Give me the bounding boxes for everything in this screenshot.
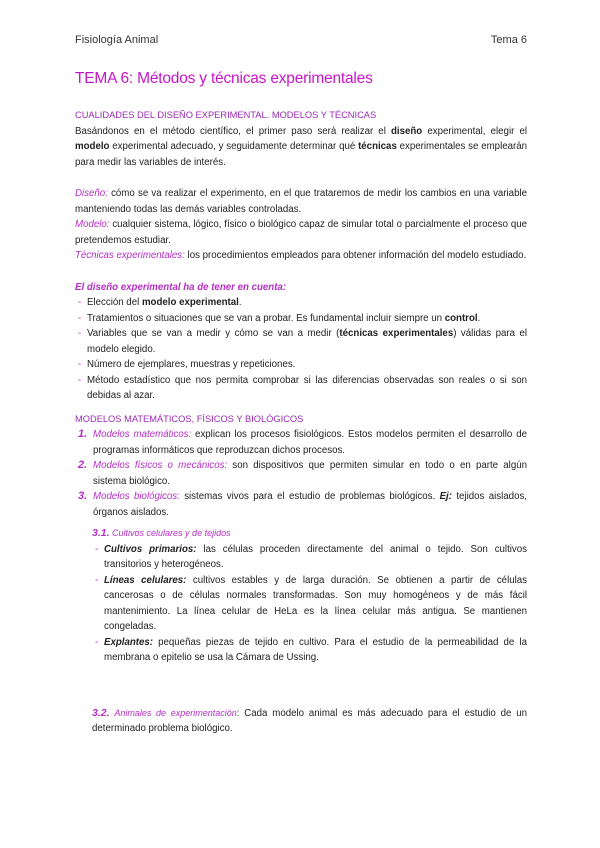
section-heading-design: CUALIDADES DEL DISEÑO EXPERIMENTAL. MODELOS Y TÉCNICAS [75, 110, 377, 120]
subsection-cell-cultures [92, 526, 527, 666]
list-item: - Líneas celulares: cultivos estables y de larga duración. Se obtienen a partir de células cancerosas o de células normales transformadas. Son muy homogéneos y de más fácil mantenimiento. La línea celular de HeLa es la línea celular más antigua. Se mantienen congeladas. [95, 574, 527, 632]
list-item: - Tratamientos o situaciones que se van a probar. Es fundamental incluir siempre un control. [78, 312, 481, 324]
list-item: 3. Modelos biológicos: sistemas vivos para el estudio de problemas biológicos. Ej: tejidos aislados, órganos aislados. [78, 490, 527, 518]
list-item: 1. Modelos matemáticos: explican los procesos fisiológicos. Estos modelos permiten el desarrollo de programas informáticos que reproduzcan dichos procesos. [78, 428, 527, 456]
definition-model: Modelo: cualquier sistema, lógico, físico o biológico capaz de simular total o parcialmente el proceso que pretendemos estudiar. [75, 219, 527, 246]
definition-design: Diseño: cómo se va realizar el experimento, en el que trataremos de medir los cambios en una variable manteniendo todas las demás variables controladas. [75, 188, 527, 215]
section-heading-models: MODELOS MATEMÁTICOS, FÍSICOS Y BIOLÓGICOS [75, 413, 304, 424]
list-item: 2. Modelos físicos o mecánicos: son dispositivos que permiten simular en todo o en parte algún sistema biológico. [78, 459, 527, 487]
models-list [75, 427, 527, 520]
design-criteria-list [75, 295, 527, 404]
list-item: - Número de ejemplares, muestras y repeticiones. [78, 359, 296, 370]
culture-types-list [92, 542, 527, 666]
subsection-heading: 3.1. Cultivos celulares y de tejidos [92, 527, 231, 539]
definition-techniques: Técnicas experimentales: los procedimientos empleados para obtener información del modelo estudiado. [75, 250, 527, 261]
intro-paragraph: Basándonos en el método científico, el primer paso será realizar el diseño experimental, elegir el modelo experimental adecuado, y seguidamente determinar qué técnicas experimentales se emplearán para medir las variables de interés. [75, 125, 527, 168]
document-body [75, 108, 527, 737]
page-title: TEMA 6: Métodos y técnicas experimentales [75, 70, 373, 87]
list-item: - Variables que se van a medir y cómo se van a medir (técnicas experimentales) válidas para el modelo elegido. [78, 328, 528, 355]
list-item: - Explantes: pequeñas piezas de tejido en cultivo. Para el estudio de la permeabilidad de la membrana o epitelio se usa la Cámara de Ussing. [95, 636, 527, 663]
header-subject: Fisiología Animal [75, 34, 159, 46]
list-item: - Elección del modelo experimental. [78, 297, 242, 308]
list-intro: El diseño experimental ha de tener en cuenta: [75, 281, 287, 293]
list-item: - Método estadístico que nos permita comprobar si las diferencias observadas son reales o si son debidas al azar. [78, 374, 527, 401]
header-topic: Tema 6 [490, 34, 527, 46]
list-item: - Cultivos primarios: las células proceden directamente del animal o tejido. Son cultivos transitorios y heterogéneos. [95, 543, 527, 570]
subsection-lab-animals: 3.2. Animales de experimentación: Cada modelo animal es más adecuado para el estudio de un determinado problema biológico. [92, 706, 527, 734]
